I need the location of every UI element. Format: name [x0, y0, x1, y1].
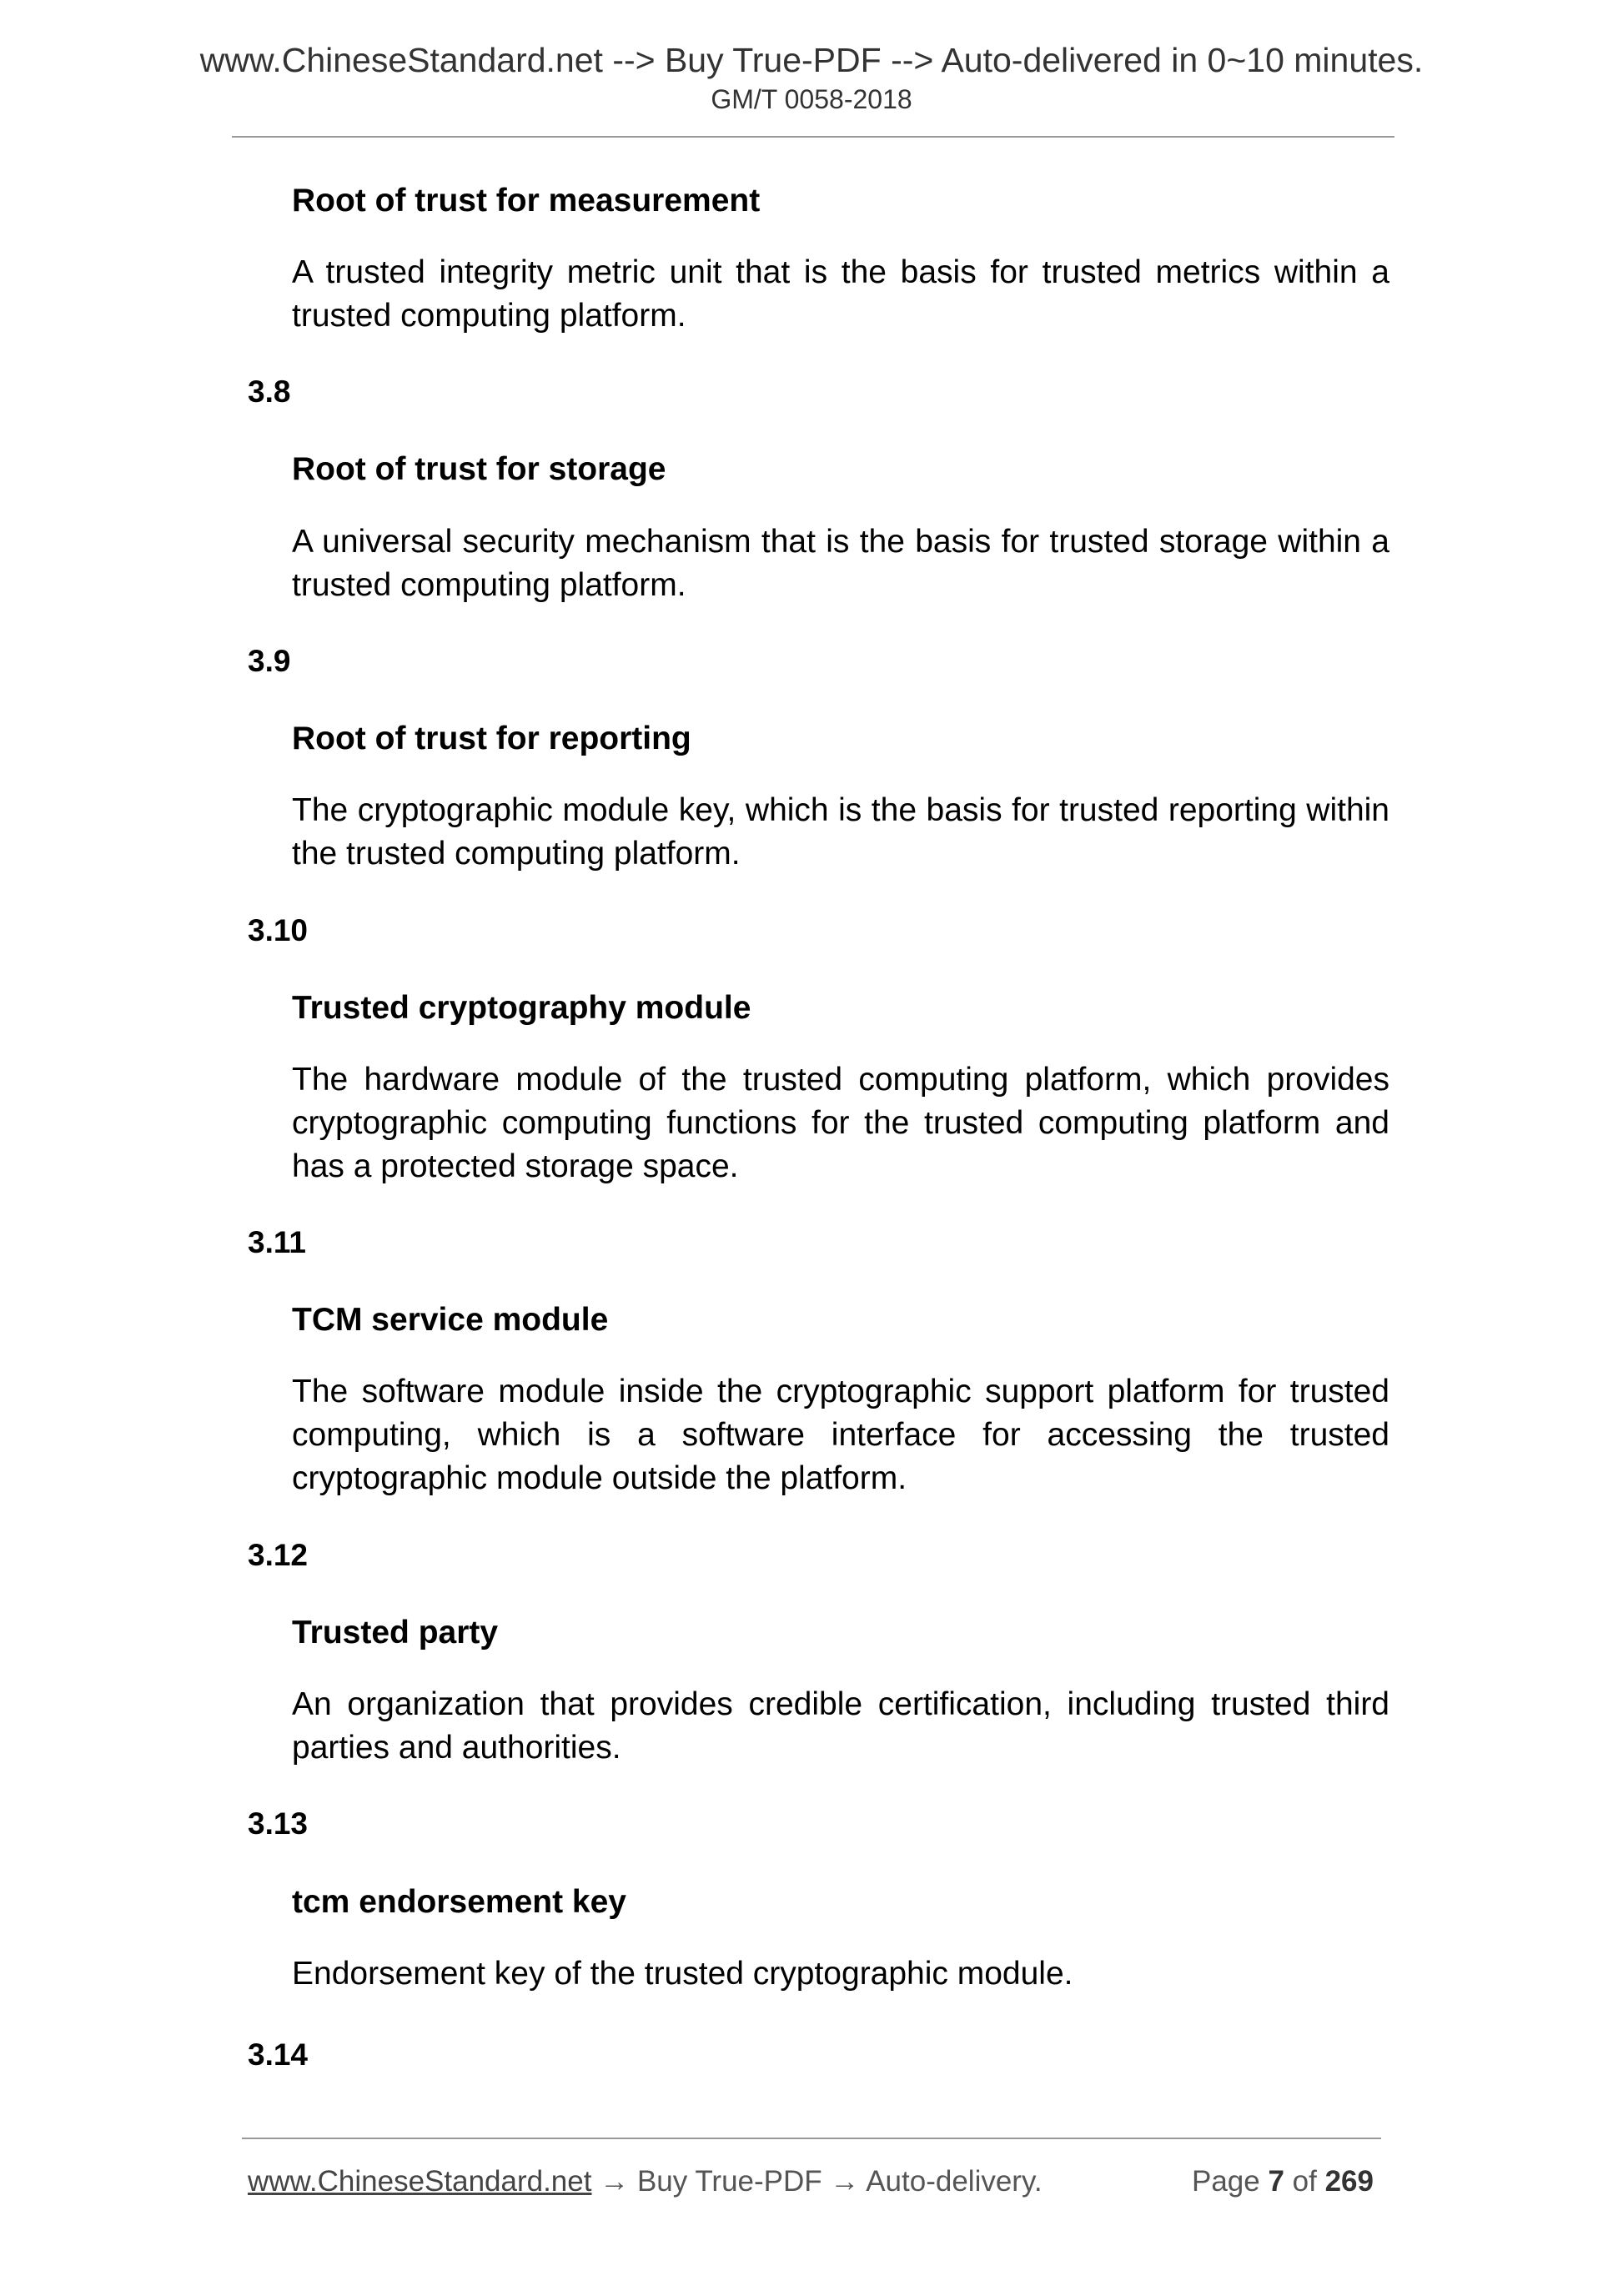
clause-number: 3.11 [248, 1225, 306, 1259]
arrow-right-icon: → [830, 2165, 860, 2198]
footer-divider [242, 2138, 1381, 2139]
of-label: of [1292, 2165, 1317, 2198]
clause-number: 3.8 [248, 374, 291, 409]
current-page-number: 7 [1268, 2165, 1284, 2198]
term-title: Trusted cryptography module [292, 990, 751, 1026]
footer-website-link[interactable]: www.ChineseStandard.net [248, 2165, 592, 2198]
arrow-right-icon: → [600, 2165, 630, 2198]
page-footer [248, 2163, 1382, 2200]
header-banner[interactable]: www.ChineseStandard.net --> Buy True-PDF --> Auto-delivered in 0~10 minutes. [199, 41, 1424, 79]
term-title: Root of trust for storage [292, 451, 666, 487]
term-title: TCM service module [292, 1302, 609, 1338]
term-definition: The software module inside the cryptographic support platform for trusted computing, which is a software interface for accessing the trusted cryptographic module outside the platform. [292, 1374, 1389, 1496]
clause-number: 3.10 [248, 913, 309, 947]
term-definition: An organization that provides credible certification, including trusted third parties and authorities. [292, 1686, 1389, 1766]
footer-buy-text: Buy True-PDF [636, 2165, 822, 2198]
footer-delivery-text: Auto-delivery. [866, 2165, 1043, 2198]
header-divider [232, 136, 1394, 138]
document-code: GM/T 0058-2018 [711, 84, 912, 114]
term-title: tcm endorsement key [292, 1884, 626, 1920]
clause-number: 3.14 [248, 2037, 309, 2072]
page-label: Page [1191, 2165, 1260, 2198]
clause-number: 3.12 [248, 1538, 309, 1572]
term-definition: The hardware module of the trusted computing platform, which provides cryptographic computing functions for the trusted computing platform and has a protected storage space. [292, 1062, 1389, 1184]
term-title: Trusted party [292, 1615, 499, 1650]
page-indicator [1192, 2163, 1374, 2200]
term-definition: A trusted integrity metric unit that is the basis for trusted metrics within a trusted computing platform. [292, 254, 1389, 334]
term-title: Root of trust for measurement [292, 183, 761, 219]
term-definition: A universal security mechanism that is the basis for trusted storage within a trusted computing platform. [292, 524, 1389, 603]
term-title: Root of trust for reporting [292, 721, 691, 756]
term-definition: Endorsement key of the trusted cryptographic module. [292, 1956, 1073, 1992]
total-pages: 269 [1324, 2165, 1374, 2198]
term-definition: The cryptographic module key, which is the basis for trusted reporting within the trusted computing platform. [292, 792, 1389, 872]
clause-number: 3.9 [248, 644, 291, 678]
clause-number: 3.13 [248, 1806, 309, 1841]
